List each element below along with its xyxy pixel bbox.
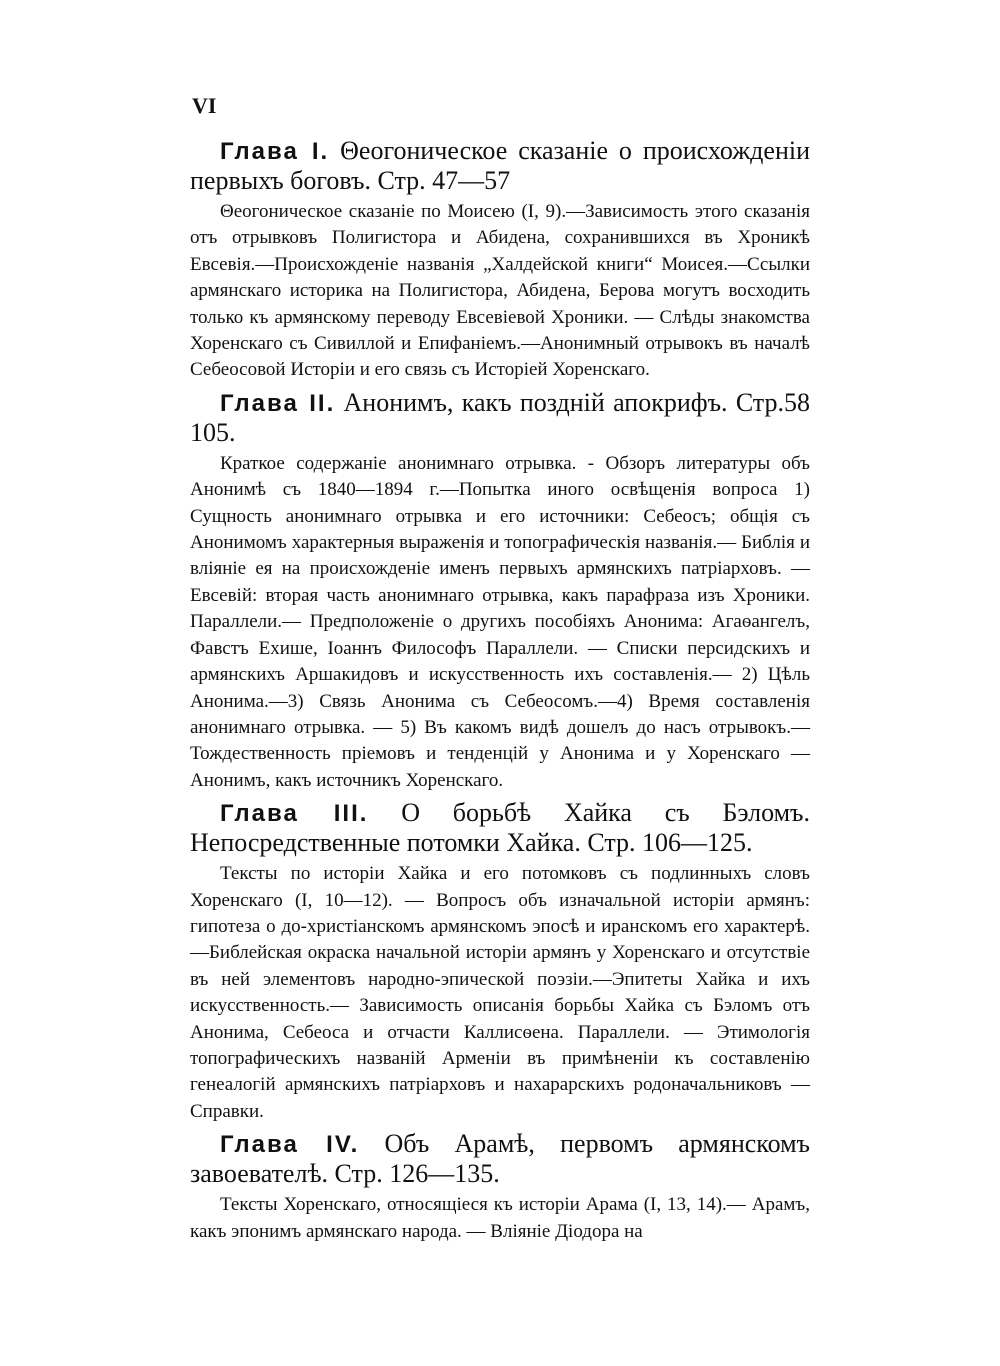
chapter-label: Глава I. — [220, 138, 330, 165]
chapter-title: Анонимъ, какъ поздній апокрифъ. Стр.58 105. — [190, 387, 810, 447]
chapter-4 — [190, 1129, 810, 1245]
chapter-heading — [190, 798, 810, 857]
chapter-summary: Краткое содержаніе анонимнаго отрывка. - Обзоръ литературы объ Анонимѣ съ 1840—1894 г.—Попытка иного освѣщенія вопроса 1) Сущность анонимнаго отрывка и его источники: Себеосъ; общія съ Анонимомъ характерныя выраженія и топографическія названія.— Библія и вліяніе ея на происхожденіе именъ первыхъ армянскихъ патріарховъ. — Евсевій: вторая часть анонимнаго отрывка, какъ парафраза изъ Хроники. Параллели.— Предположеніе о другихъ пособіяхъ Анонима: Агаѳангелъ, Фавстъ Ехише, Іоаннъ Философъ Параллели. — Списки персидскихъ и армянскихъ Аршакидовъ и искусственность ихъ составленія.— 2) Цѣль Анонима.—3) Связь Анонима съ Себеосомъ.—4) Время составленія анонимнаго отрывка. — 5) Въ какомъ видѣ дошелъ до насъ отрывокъ.—Тождественность пріемовъ и тенденцій у Анонима и у Хоренскаго — Анонимъ, какъ источникъ Хоренскаго. — [190, 452, 810, 791]
chapter-title: Объ Арамѣ, первомъ армянскомъ завоевателѣ. Стр. 126—135. — [190, 1129, 810, 1189]
chapter-1 — [190, 136, 810, 384]
chapter-heading — [190, 388, 810, 447]
chapter-title: Θеогоническое сказаніе о происхожденіи первыхъ боговъ. Стр. 47—57 — [190, 136, 810, 195]
chapter-heading — [190, 136, 810, 195]
chapter-3 — [190, 798, 810, 1125]
chapter-label: Глава II. — [220, 389, 336, 417]
chapter-summary: Θеогоническое сказаніе по Моисею (I, 9).—Зависимость этого сказанія отъ отрывковъ Полигистора и Абидена, сохранившихся въ Хроникѣ Евсевія.—Происхожденіе названія „Халдейской книги“ Моисея.—Ссылки армянскаго историка на Полигистора, Абидена, Берова могутъ восходить только къ армянскому переводу Евсевіевой Хроники. — Слѣды знакомства Хоренскаго съ Сивиллой и Епифаніемъ.—Анонимный отрывокъ въ началѣ Себеосовой Исторіи и его связь съ Исторіей Хоренскаго. — [190, 201, 810, 381]
chapter-summary: Тексты Хоренскаго, относящіеся къ исторіи Арама (I, 13, 14).— Арамъ, какъ эпонимъ армянскаго народа. — Вліяніе Діодора на — [190, 1194, 810, 1242]
chapter-label: Глава III. — [220, 800, 369, 828]
chapter-2 — [190, 388, 810, 794]
chapter-summary: Тексты по исторіи Хайка и его потомковъ съ подлинныхъ словъ Хоренскаго (I, 10—12). — Вопросъ объ изначальной исторіи армянъ: гипотеза о до-христіанскомъ армянскомъ эпосѣ и иранскомъ его характерѣ.—Библейская окраска начальной исторіи армянъ у Хоренскаго и отсутствіе въ ней элементовъ народно-эпической поэзіи.—Эпитеты Хайка и ихъ искусственность.— Зависимость описанія борьбы Хайка съ Бэломъ отъ Анонима, Себеоса и отчасти Каллисѳена. Параллели. — Этимологія топографическихъ названій Арменіи въ примѣненіи къ составленію генеалогій армянскихъ патріарховъ и нахарарскихъ родоначальниковъ — Справки. — [190, 863, 810, 1122]
chapter-label: Глава IV. — [220, 1131, 360, 1159]
page-number: VI — [192, 93, 217, 118]
chapter-heading — [190, 1129, 810, 1188]
chapter-title: О борьбѣ Хайка съ Бэломъ. Непосредственные потомки Хайка. Стр. 106—125. — [190, 798, 810, 858]
table-of-contents — [190, 136, 810, 1249]
